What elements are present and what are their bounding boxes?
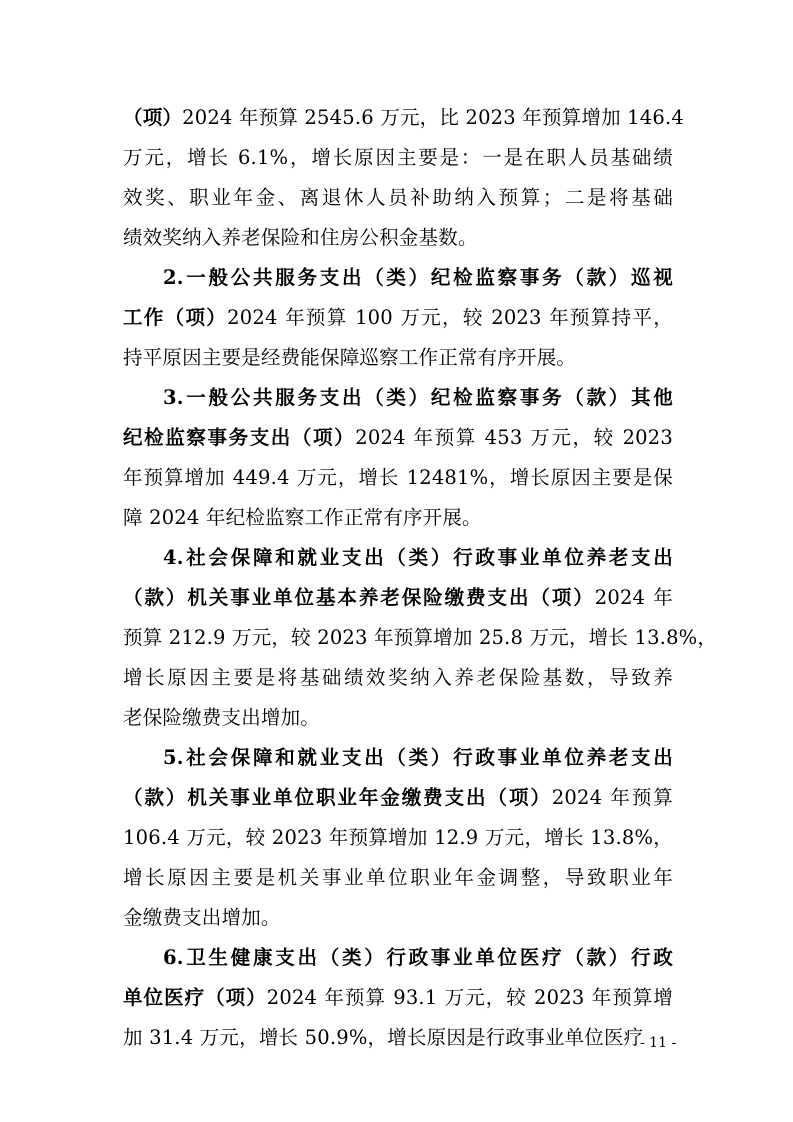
paragraph-4-line-1: 4.社会保障和就业支出（类）行政事业单位养老支出 [163, 546, 673, 569]
paragraph-5-line-1: 5.社会保障和就业支出（类）行政事业单位养老支出 [163, 746, 673, 769]
paragraph-1-line-4: 绩效奖纳入养老保险和住房公积金基数。 [123, 226, 478, 249]
paragraph-4-line-3: 预算 212.9 万元，较 2023 年预算增加 25.8 万元，增长 13.8%， [123, 626, 718, 649]
page-number: - 11 - [640, 1035, 677, 1051]
paragraph-1-line-2: 万元，增长 6.1%，增长原因主要是：一是在职人员基础绩 [123, 146, 673, 169]
paragraph-6-line-2: 单位医疗（项）2024 年预算 93.1 万元，较 2023 年预算增 [123, 986, 673, 1009]
paragraph-3-line-3: 年预算增加 449.4 万元，增长 12481%，增长原因主要是保 [123, 466, 673, 489]
paragraph-4-line-5: 老保险缴费支出增加。 [123, 706, 321, 729]
paragraph-5-line-3: 106.4 万元，较 2023 年预算增加 12.9 万元，增长 13.8%， [123, 826, 673, 849]
paragraph-3-line-4: 障 2024 年纪检监察工作正常有序开展。 [123, 506, 482, 529]
paragraph-6-line-3: 加 31.4 万元，增长 50.9%，增长原因是行政事业单位医疗 [123, 1026, 644, 1049]
paragraph-5-line-5: 金缴费支出增加。 [123, 906, 281, 929]
paragraph-1-line-1: （项）2024 年预算 2545.6 万元，比 2023 年预算增加 146.4 [123, 106, 685, 129]
paragraph-5-line-2: （款）机关事业单位职业年金缴费支出（项）2024 年预算 [123, 786, 673, 809]
paragraph-1-line-3: 效奖、职业年金、离退休人员补助纳入预算；二是将基础 [123, 186, 673, 209]
paragraph-6-line-1: 6.卫生健康支出（类）行政事业单位医疗（款）行政 [163, 946, 673, 969]
paragraph-4-line-2: （款）机关事业单位基本养老保险缴费支出（项）2024 年 [123, 586, 674, 609]
paragraph-2-line-1: 2.一般公共服务支出（类）纪检监察事务（款）巡视 [163, 266, 673, 289]
paragraph-3-line-2: 纪检监察事务支出（项）2024 年预算 453 万元，较 2023 [123, 426, 673, 449]
paragraph-5-line-4: 增长原因主要是机关事业单位职业年金调整，导致职业年 [123, 866, 673, 889]
paragraph-3-line-1: 3.一般公共服务支出（类）纪检监察事务（款）其他 [163, 386, 673, 409]
paragraph-4-line-4: 增长原因主要是将基础绩效奖纳入养老保险基数，导致养 [123, 666, 673, 689]
paragraph-2-line-2: 工作（项）2024 年预算 100 万元，较 2023 年预算持平， [123, 306, 673, 329]
paragraph-2-line-3: 持平原因主要是经费能保障巡察工作正常有序开展。 [123, 346, 577, 369]
